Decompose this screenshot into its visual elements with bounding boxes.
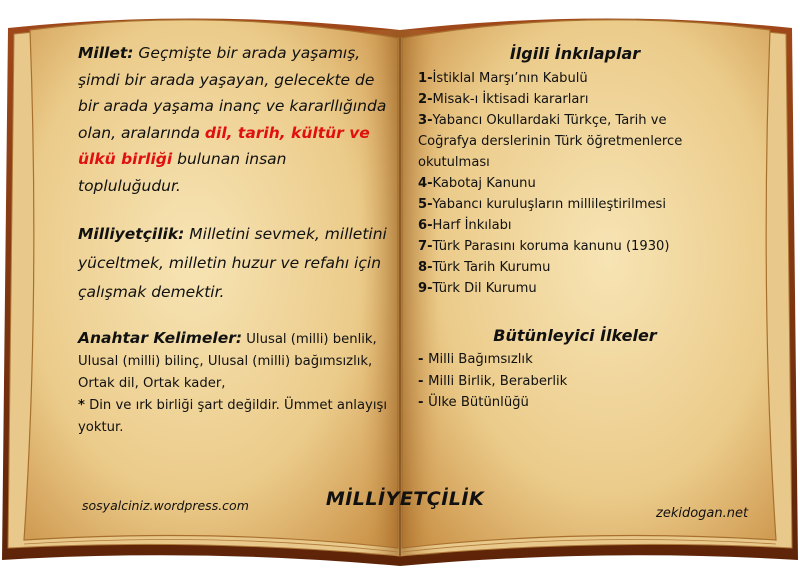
item-text: Kabotaj Kanunu bbox=[432, 176, 536, 191]
butunleyici-ilkeler-list bbox=[418, 349, 718, 414]
item-dash: - bbox=[418, 373, 429, 389]
item-number: 3- bbox=[418, 113, 433, 128]
list-item bbox=[418, 89, 718, 110]
list-item bbox=[418, 194, 718, 215]
keywords-block bbox=[78, 327, 388, 439]
milliyetcilik-text: Milletini sevmek, milletini yüceltmek, milletin huzur ve refahı için çalışmak demektir. bbox=[78, 225, 387, 301]
ilgili-inkilaplar-title: İlgili İnkılaplar bbox=[509, 44, 641, 63]
item-number: 8- bbox=[418, 260, 433, 275]
source-credit-right: zekidogan.net bbox=[656, 506, 749, 521]
item-text: Ülke Bütünlüğü bbox=[428, 395, 529, 410]
item-text: Yabancı kuruluşların millileştirilmesi bbox=[432, 197, 666, 212]
item-text: Milli Birlik, Beraberlik bbox=[428, 373, 568, 389]
item-text: Misak-ı İktisadi kararları bbox=[432, 92, 589, 107]
keywords-term: Anahtar Kelimeler: bbox=[78, 329, 243, 347]
note-star: * bbox=[78, 398, 85, 413]
item-text: Harf İnkılabı bbox=[432, 218, 512, 233]
milliyetcilik-definition bbox=[78, 220, 388, 307]
item-text: Türk Parasını koruma kanunu (1930) bbox=[432, 239, 670, 254]
item-text: Milli Bağımsızlık bbox=[428, 352, 533, 367]
butunleyici-ilkeler-title: Bütünleyici İlkeler bbox=[493, 326, 657, 345]
list-item bbox=[418, 257, 718, 278]
millet-highlight: dil, tarih, kültür ve ülkü birliği bbox=[78, 123, 370, 168]
item-dash: - bbox=[418, 352, 429, 367]
milliyetcilik-term: Milliyetçilik: bbox=[78, 225, 185, 243]
item-number: 9- bbox=[418, 281, 433, 296]
item-text: İstiklal Marşı’nın Kabulü bbox=[432, 71, 588, 86]
item-text: Yabancı Okullardaki Türkçe, Tarih ve Coğrafya derslerinin Türk öğretmenlerce okutulması bbox=[418, 113, 683, 170]
item-number: 4- bbox=[418, 176, 433, 191]
keywords-text: Ulusal (milli) benlik, Ulusal (milli) bilinç, Ulusal (milli) bağımsızlık, Ortak dil, Ortak kader, bbox=[78, 332, 377, 391]
list-item bbox=[418, 68, 718, 89]
millet-text-2: bulunan insan topluluğudur. bbox=[78, 150, 287, 195]
item-text: Türk Tarih Kurumu bbox=[432, 260, 551, 275]
list-item bbox=[418, 371, 718, 393]
list-item bbox=[418, 110, 718, 173]
list-item bbox=[418, 349, 718, 371]
list-item bbox=[418, 215, 718, 236]
item-number: 1- bbox=[418, 71, 433, 86]
list-item bbox=[418, 278, 718, 299]
item-number: 6- bbox=[418, 218, 433, 233]
note-text: Din ve ırk birliği şart değildir. Ümmet anlayışı yoktur. bbox=[78, 398, 388, 435]
item-text: Türk Dil Kurumu bbox=[432, 281, 537, 296]
source-credit-left: sosyalciniz.wordpress.com bbox=[82, 498, 249, 513]
item-number: 2- bbox=[418, 92, 433, 107]
page-title: MİLLİYETÇİLİK bbox=[325, 488, 485, 510]
millet-term: Millet: bbox=[78, 44, 134, 62]
millet-text-1: Geçmişte bir arada yaşamış, şimdi bir arada yaşayan, gelecekte de bir arada yaşama inanç ve kararllığında olan, aralarında bbox=[78, 44, 387, 142]
ilgili-inkilaplar-list bbox=[418, 68, 718, 299]
item-number: 5- bbox=[418, 197, 433, 212]
millet-definition bbox=[78, 40, 388, 199]
list-item bbox=[418, 173, 718, 194]
item-dash: - bbox=[418, 395, 429, 410]
list-item bbox=[418, 236, 718, 257]
list-item bbox=[418, 392, 718, 414]
item-number: 7- bbox=[418, 239, 433, 254]
